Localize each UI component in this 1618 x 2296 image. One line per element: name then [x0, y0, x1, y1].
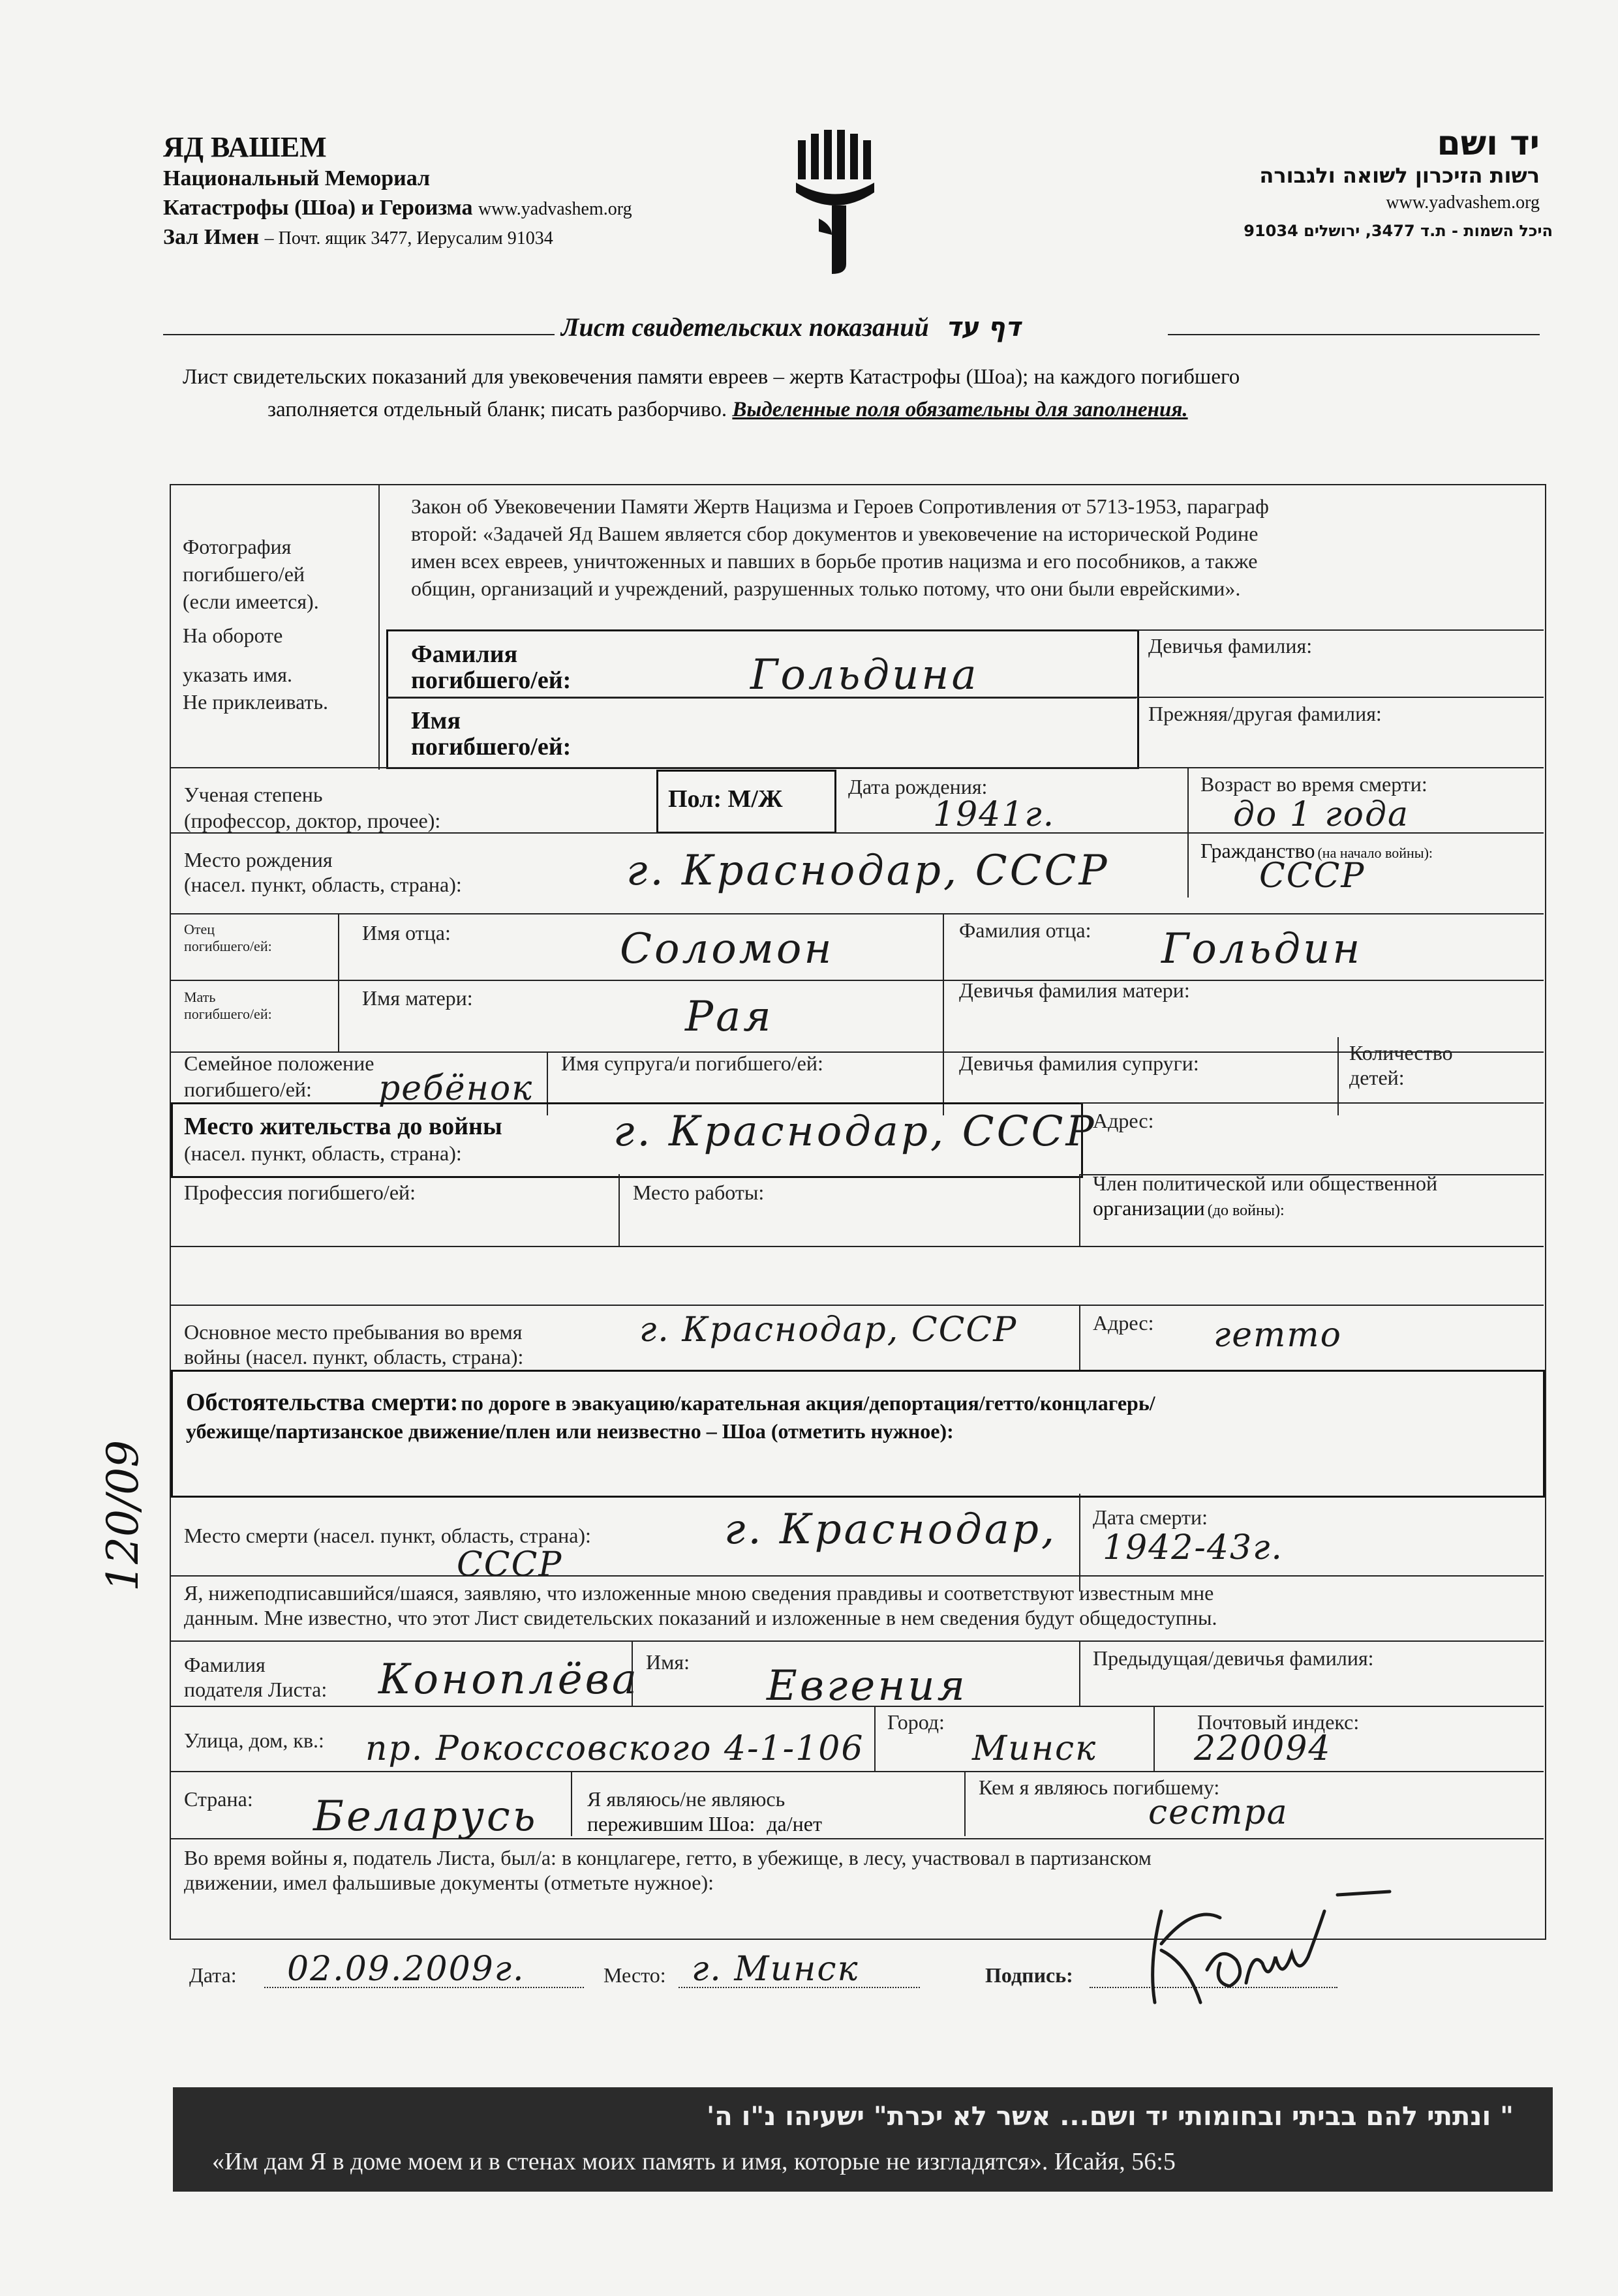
sub-wartime-label2: движении, имел фальшивые документы (отметьте нужное):	[184, 1871, 714, 1894]
sub-name-field[interactable]: Евгения	[767, 1662, 968, 1710]
circumstances-rest2[interactable]: убежище/партизанское движение/плен или неизвестно – Шоа (отметить нужное):	[186, 1419, 954, 1443]
header-left-line1: Национальный Мемориал	[163, 166, 431, 190]
residence-field[interactable]: г. Краснодар, СССР	[613, 1108, 1097, 1156]
photo-l6: Не приклеивать.	[183, 690, 329, 714]
degree-label1: Ученая степень	[184, 783, 323, 806]
marital-label1: Семейное положение	[184, 1051, 374, 1075]
citizenship-label: Гражданство	[1200, 839, 1315, 862]
rule-submitter1	[170, 1640, 1544, 1642]
victim-name-label2: погибшего/ей:	[411, 733, 572, 761]
side-archive-number: 120/09	[98, 1440, 148, 1592]
sub-wartime-label1: Во время войны я, податель Листа, был/а: в концлагере, гетто, в убежище, в лесу, участвовал в партизанском	[184, 1846, 1152, 1869]
law-l4: общин, организаций и учреждений, разрушенных только потому, что они были еврейскими».	[411, 577, 1241, 600]
victim-prev-surname-label: Прежняя/другая фамилия:	[1148, 702, 1382, 725]
father-surname-label: Фамилия отца:	[959, 918, 1091, 942]
wartime-address-field[interactable]: гетто	[1214, 1316, 1342, 1355]
place-label: Место:	[603, 1963, 666, 1987]
wartime-field[interactable]: г. Краснодар, СССР	[639, 1310, 1018, 1350]
citizenship-note: (на начало войны):	[1317, 845, 1433, 861]
wartime-address-label: Адрес:	[1093, 1311, 1154, 1335]
div-sub-city	[874, 1706, 876, 1771]
children-label2: детей:	[1349, 1066, 1405, 1089]
header-left-line3	[163, 225, 553, 250]
mother-tag2: погибшего/ей:	[184, 1006, 272, 1022]
banner-russian: «Им дам Я в доме моем и в стенах моих память и имя, которые не изгладятся». Исайя, 56:5	[212, 2148, 1176, 2175]
photo-l3: (если имеется).	[183, 590, 319, 613]
div-work-member	[1079, 1174, 1080, 1246]
photo-l1: Фотография	[183, 535, 292, 558]
rule-row-degree	[170, 767, 1544, 768]
address-label: Адрес:	[1093, 1109, 1154, 1132]
father-tag1: Отец	[184, 921, 215, 937]
intro-line2-emph: Выделенные поля обязательны для заполнения.	[732, 398, 1188, 421]
header-left-url: www.yadvashem.org	[478, 199, 632, 219]
birthplace-field[interactable]: г. Краснодар, СССР	[626, 847, 1110, 895]
mother-tag1: Мать	[184, 989, 216, 1005]
photo-l5: указать имя.	[183, 663, 292, 686]
date-field[interactable]: 02.09.2009г.	[287, 1950, 525, 1989]
header-left-line3-bold: Зал Имен	[163, 225, 260, 249]
sub-survivor-label1: Я являюсь/не являюсь	[587, 1787, 786, 1811]
sub-surname-label2: подателя Листа:	[184, 1678, 328, 1701]
marital-field[interactable]: ребёнок	[378, 1069, 534, 1108]
div-sub-zip	[1153, 1706, 1155, 1771]
photo-l2: погибшего/ей	[183, 562, 305, 586]
wartime-label1: Основное место пребывания во время	[184, 1320, 523, 1344]
form-title	[561, 312, 1020, 342]
header-left-line2-text: Катастрофы (Шоа) и Героизма	[163, 196, 473, 220]
intro-line2-text: заполняется отдельный бланк; писать разборчиво.	[267, 398, 727, 421]
deathplace-field2[interactable]: СССР	[457, 1545, 563, 1584]
citizenship-field[interactable]: СССР	[1259, 856, 1366, 896]
circumstances-line1	[186, 1388, 1155, 1417]
div-prof-work	[618, 1174, 620, 1246]
law-l3: имен всех евреев, уничтоженных и павших в борьбе против нацизма и его пособников, а также	[411, 549, 1258, 573]
dob-label: Дата рождения:	[848, 775, 988, 798]
residence-label: Место жительства до войны	[184, 1113, 502, 1140]
title-rule-right	[1168, 334, 1540, 335]
title-rule-left	[163, 334, 555, 335]
div-father-tag	[338, 913, 339, 1051]
header-right-title: יד ושם	[1437, 124, 1540, 163]
photo-divider	[378, 484, 380, 770]
handwritten-signature[interactable]	[1122, 1872, 1461, 2022]
workplace-label: Место работы:	[633, 1181, 765, 1204]
victim-surname-field[interactable]: Гольдина	[750, 651, 979, 699]
div-death-date	[1079, 1494, 1080, 1592]
intro-line2	[267, 398, 1188, 422]
mother-maiden-label: Девичья фамилия матери:	[959, 978, 1190, 1002]
rule-addr-top	[1079, 1102, 1544, 1104]
rule-row-birth	[170, 832, 1544, 834]
member-label1: Член политической или общественной	[1093, 1171, 1438, 1195]
deathplace-field1[interactable]: г. Краснодар,	[724, 1505, 1058, 1554]
header-left-title: ЯД ВАШЕМ	[163, 131, 327, 163]
div-wartime-addr	[1079, 1305, 1080, 1370]
father-name-field[interactable]: Соломон	[620, 925, 834, 973]
deathplace-label: Место смерти (насел. пункт, область, страна):	[184, 1524, 591, 1547]
member-label2: организации	[1093, 1196, 1205, 1220]
father-surname-field[interactable]: Гольдин	[1161, 925, 1363, 973]
form-title-ru: Лист свидетельских показаний	[561, 312, 929, 342]
father-tag2: погибшего/ей:	[184, 938, 272, 954]
header-right-line1: רשות הזיכרון לשואה ולגבורה	[1259, 163, 1540, 188]
photo-l4: На обороте	[183, 624, 283, 647]
sub-relation-field[interactable]: сестра	[1148, 1793, 1289, 1832]
div-dob-age	[1187, 767, 1189, 832]
circumstances-rest1[interactable]: по дороге в эвакуацию/карательная акция/депортация/гетто/концлагерь/	[461, 1391, 1155, 1415]
victim-surname-label1: Фамилия	[411, 641, 518, 668]
sub-surname-label1: Фамилия	[184, 1653, 266, 1676]
div-spouse-children	[1337, 1037, 1339, 1115]
degree-label2: (профессор, доктор, прочее):	[184, 809, 441, 832]
residence-note: (насел. пункт, область, страна):	[184, 1141, 462, 1165]
age-label: Возраст во время смерти:	[1200, 772, 1427, 796]
age-field[interactable]: до 1 года	[1233, 795, 1409, 834]
sub-country-field[interactable]: Беларусь	[313, 1792, 538, 1841]
sub-zip-field[interactable]: 220094	[1194, 1729, 1332, 1768]
sub-relation-label: Кем я являюсь погибшему:	[979, 1775, 1220, 1799]
div-sub-relation	[964, 1771, 966, 1836]
signature-label: Подпись:	[985, 1963, 1073, 1987]
rule-submitter2	[170, 1706, 1544, 1707]
spouse-maiden-label: Девичья фамилия супруги:	[959, 1051, 1199, 1075]
rule-declaration	[170, 1575, 1544, 1577]
wartime-label2: войны (насел. пункт, область, страна):	[184, 1345, 524, 1368]
victim-name-label1: Имя	[411, 707, 461, 734]
circumstances-label: Обстоятельства смерти:	[186, 1389, 459, 1416]
sub-survivor-label2: пережившим Шоа:	[587, 1812, 756, 1835]
header-left-line2	[163, 196, 632, 220]
rule-submitter3	[170, 1771, 1544, 1772]
marital-label2: погибшего/ей:	[184, 1078, 312, 1101]
birthplace-label2: (насел. пункт, область, страна):	[184, 873, 462, 896]
banner-hebrew: " ונתתי להם בביתי ובחומותי יד ושם... אשר לא יכרת" ישעיהו נ"ו ה'	[706, 2102, 1514, 2132]
sub-surname-field[interactable]: Коноплёва	[378, 1655, 639, 1704]
header-right-url: www.yadvashem.org	[1386, 192, 1540, 213]
rule-row-father	[170, 913, 1544, 914]
law-l1: Закон об Увековечении Памяти Жертв Нацизма и Героев Сопротивления от 5713-1953, параграф	[411, 494, 1269, 518]
div-sub-prev	[1079, 1640, 1080, 1706]
declaration-l1: Я, нижеподписавшийся/шаяся, заявляю, что изложенные мною сведения правдивы и соответствуют известным мне	[184, 1581, 1214, 1605]
div-sub-survivor	[571, 1771, 572, 1836]
rule-row-wartime	[170, 1305, 1544, 1306]
dob-field[interactable]: 1941г.	[933, 795, 1056, 834]
sub-prev-label: Предыдущая/девичья фамилия:	[1093, 1646, 1374, 1670]
sub-zip-label: Почтовый индекс:	[1197, 1710, 1360, 1734]
div-sub-name	[632, 1640, 633, 1706]
rule-under-law	[1137, 629, 1544, 631]
profession-label: Профессия погибшего/ей:	[184, 1181, 416, 1204]
sex-label[interactable]: Пол: М/Ж	[668, 785, 783, 813]
children-label1: Количество	[1349, 1041, 1453, 1065]
yad-vashem-logo-icon	[793, 127, 878, 277]
header-right-line2: היכל השמות - ת.ד 3477, ירושלים 91034	[1244, 222, 1553, 240]
victim-maiden-label: Девичья фамилия:	[1148, 634, 1313, 657]
law-l2: второй: «Задачей Яд Вашем является сбор документов и увековечение на исторической Родине	[411, 522, 1259, 545]
rule-maiden-prev	[1137, 697, 1544, 698]
dod-field[interactable]: 1942-43г.	[1103, 1528, 1283, 1567]
sub-name-label: Имя:	[646, 1650, 690, 1674]
header-left-line3-rest: – Почт. ящик 3477, Иерусалим 91034	[264, 228, 553, 249]
sub-city-label: Город:	[887, 1710, 945, 1734]
sub-street-label: Улица, дом, кв.:	[184, 1729, 324, 1752]
div-birth-cit	[1187, 832, 1189, 898]
sub-city-field[interactable]: Минск	[972, 1729, 1097, 1768]
victim-surname-label2: погибшего/ей:	[411, 667, 572, 694]
member-note: (до войны):	[1207, 1202, 1285, 1219]
form-title-he: דף עד	[945, 312, 1021, 342]
mother-name-label: Имя матери:	[362, 986, 473, 1010]
spouse-name-label: Имя супруга/и погибшего/ей:	[561, 1051, 823, 1075]
place-field[interactable]: г. Минск	[692, 1950, 859, 1989]
sub-country-label: Страна:	[184, 1787, 253, 1811]
dod-label: Дата смерти:	[1093, 1505, 1208, 1529]
declaration-l2: данным. Мне известно, что этот Лист свидетельских показаний и изложенные в нем сведения будут общедоступны.	[184, 1606, 1217, 1629]
rule-row-mother	[170, 980, 1544, 981]
birthplace-label1: Место рождения	[184, 848, 333, 871]
div-father-sn	[943, 913, 944, 1115]
intro-line1: Лист свидетельских показаний для увековечения памяти евреев – жертв Катастрофы (Шоа); на каждого погибшего	[183, 365, 1240, 389]
father-name-label: Имя отца:	[362, 921, 451, 944]
date-label: Дата:	[189, 1963, 237, 1987]
sub-survivor-options[interactable]: да/нет	[767, 1812, 822, 1835]
quote-banner	[173, 2087, 1553, 2192]
rule-submitter4	[170, 1838, 1544, 1839]
rule-row-wartime-top	[170, 1246, 1544, 1247]
mother-name-field[interactable]: Рая	[685, 993, 774, 1041]
sub-street-field[interactable]: пр. Рокоссовского 4-1-106	[365, 1729, 864, 1768]
sub-survivor-row2	[587, 1812, 822, 1836]
member-label-row2	[1093, 1196, 1285, 1220]
